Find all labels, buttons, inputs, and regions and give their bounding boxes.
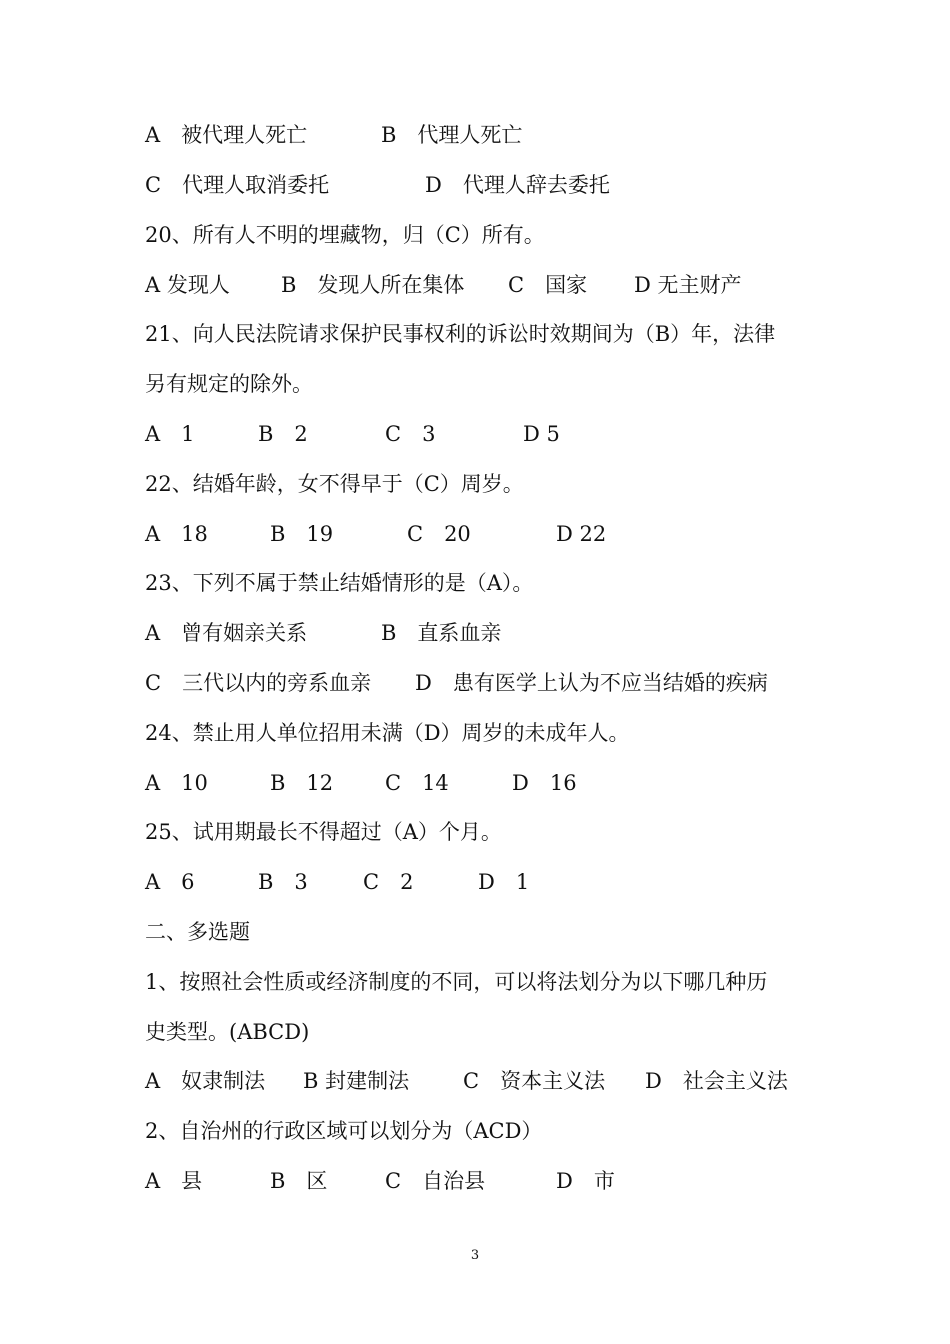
option-b: B 发现人所在集体: [281, 273, 465, 297]
option-b: B 封建制法: [303, 1069, 410, 1093]
option-d: D 无主财产: [634, 273, 742, 297]
option-d: D 5: [523, 422, 560, 446]
question-20: 20、所有人不明的埋藏物，归（C）所有。: [145, 223, 545, 247]
option-c: C 20: [407, 522, 471, 546]
option-b: B 12: [270, 771, 334, 795]
multi-question-1: 1、按照社会性质或经济制度的不同，可以将法划分为以下哪几种历: [145, 970, 768, 994]
multi-question-1-continued: 史类型。(ABCD): [145, 1020, 310, 1044]
option-d: D 患有医学上认为不应当结婚的疾病: [415, 671, 768, 695]
option-b: B 直系血亲: [381, 621, 502, 645]
option-d: D 16: [512, 771, 577, 795]
option-c: C 2: [363, 870, 414, 894]
option-b: B 区: [270, 1169, 328, 1193]
option-d: D 社会主义法: [645, 1069, 788, 1093]
option-c: C 自治县: [385, 1169, 486, 1193]
question-24: 24、禁止用人单位招用未满（D）周岁的未成年人。: [145, 721, 630, 745]
option-a: A 奴隶制法: [145, 1069, 266, 1093]
option-c: C 14: [385, 771, 449, 795]
option-a: A 6: [145, 870, 195, 894]
option-b: B 代理人死亡: [381, 123, 523, 147]
option-d: D 1: [478, 870, 530, 894]
question-21: 21、向人民法院请求保护民事权利的诉讼时效期间为（B）年，法律: [145, 322, 776, 346]
option-c: C 代理人取消委托: [145, 173, 330, 197]
multi-question-2: 2、自治州的行政区域可以划分为（ACD）: [145, 1119, 543, 1143]
question-25: 25、试用期最长不得超过（A）个月。: [145, 820, 502, 844]
page-number: 3: [470, 1248, 480, 1263]
option-a: A 10: [145, 771, 208, 795]
option-b: B 19: [270, 522, 334, 546]
option-c: C 资本主义法: [463, 1069, 606, 1093]
option-d: D 代理人辞去委托: [425, 173, 610, 197]
option-a: A 曾有姻亲关系: [145, 621, 308, 645]
section-heading: 二、多选题: [145, 920, 250, 944]
option-b: B 2: [258, 422, 308, 446]
option-c: C 3: [385, 422, 436, 446]
option-b: B 3: [258, 870, 308, 894]
option-a: A 县: [145, 1169, 203, 1193]
option-a: A 发现人: [145, 273, 230, 297]
option-d: D 市: [556, 1169, 615, 1193]
option-a: A 18: [145, 522, 208, 546]
option-d: D 22: [556, 522, 607, 546]
option-a: A 被代理人死亡: [145, 123, 308, 147]
question-23: 23、下列不属于禁止结婚情形的是（A）。: [145, 571, 534, 595]
option-c: C 国家: [508, 273, 588, 297]
option-c: C 三代以内的旁系血亲: [145, 671, 372, 695]
question-22: 22、结婚年龄，女不得早于（C）周岁。: [145, 472, 524, 496]
option-a: A 1: [145, 422, 195, 446]
question-21-continued: 另有规定的除外。: [145, 372, 313, 396]
